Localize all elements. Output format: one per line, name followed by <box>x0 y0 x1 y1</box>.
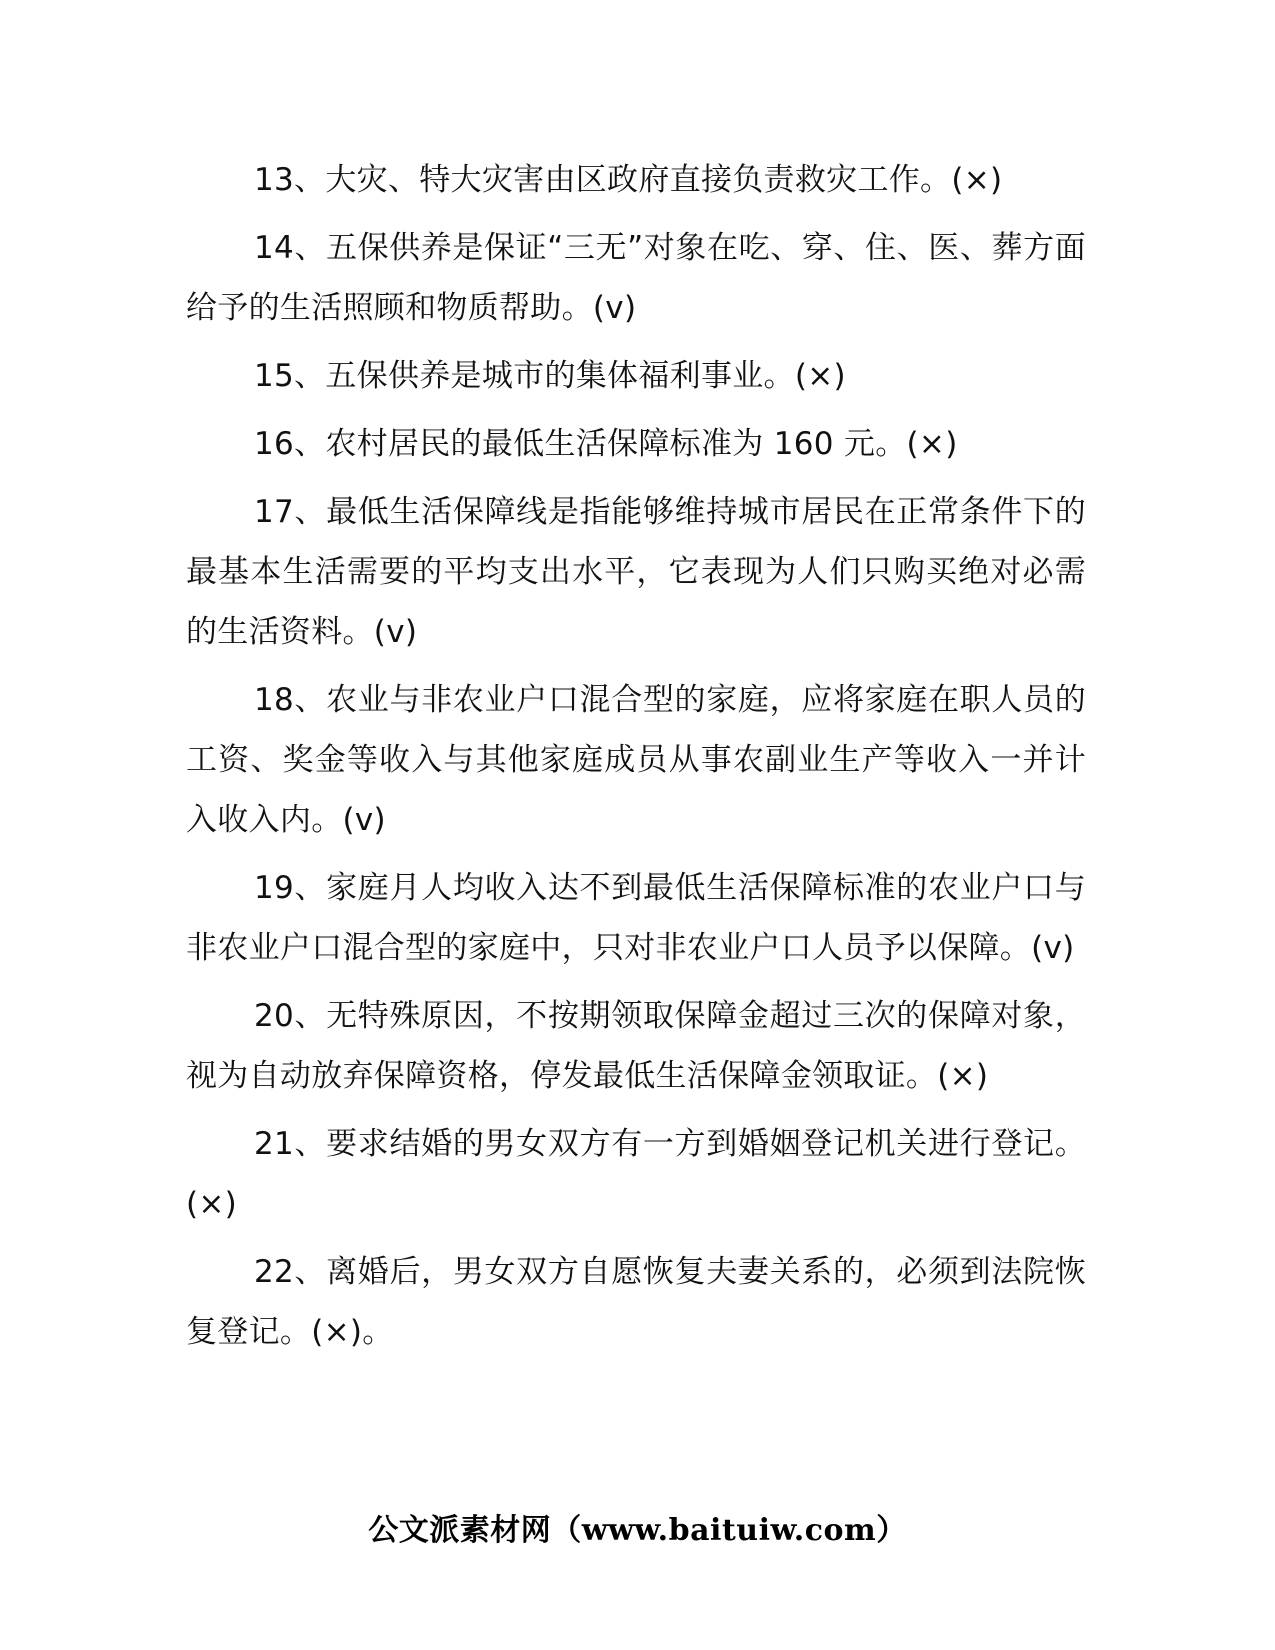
footer-watermark: 公文派素材网（www.baituiw.com） <box>368 1513 907 1548</box>
question-item-21: 21、要求结婚的男女双方有一方到婚姻登记机关进行登记。(×) <box>186 1126 1086 1222</box>
question-item-20: 20、无特殊原因，不按期领取保障金超过三次的保障对象，视为自动放弃保障资格，停发最低生活保障金领取证。(×) <box>186 998 1086 1094</box>
question-item-15: 15、五保供养是城市的集体福利事业。(×) <box>254 358 846 394</box>
question-item-17: 17、最低生活保障线是指能够维持城市居民在正常条件下的最基本生活需要的平均支出水平，它表现为人们只购买绝对必需的生活资料。(v) <box>186 494 1086 650</box>
question-item-14: 14、五保供养是保证“三无”对象在吃、穿、住、医、葬方面给予的生活照顾和物质帮助。(v) <box>186 230 1086 326</box>
question-item-22: 22、离婚后，男女双方自愿恢复夫妻关系的，必须到法院恢复登记。(×)。 <box>186 1254 1086 1350</box>
question-item-18: 18、农业与非农业户口混合型的家庭，应将家庭在职人员的工资、奖金等收入与其他家庭成员从事农副业生产等收入一并计入收入内。(v) <box>186 682 1086 838</box>
document-body <box>186 150 1086 1370</box>
question-item-16: 16、农村居民的最低生活保障标准为 160 元。(×) <box>254 426 958 462</box>
question-item-13: 13、大灾、特大灾害由区政府直接负责救灾工作。(×) <box>254 162 1003 198</box>
question-item-19: 19、家庭月人均收入达不到最低生活保障标准的农业户口与非农业户口混合型的家庭中，只对非农业户口人员予以保障。(v) <box>186 870 1086 966</box>
